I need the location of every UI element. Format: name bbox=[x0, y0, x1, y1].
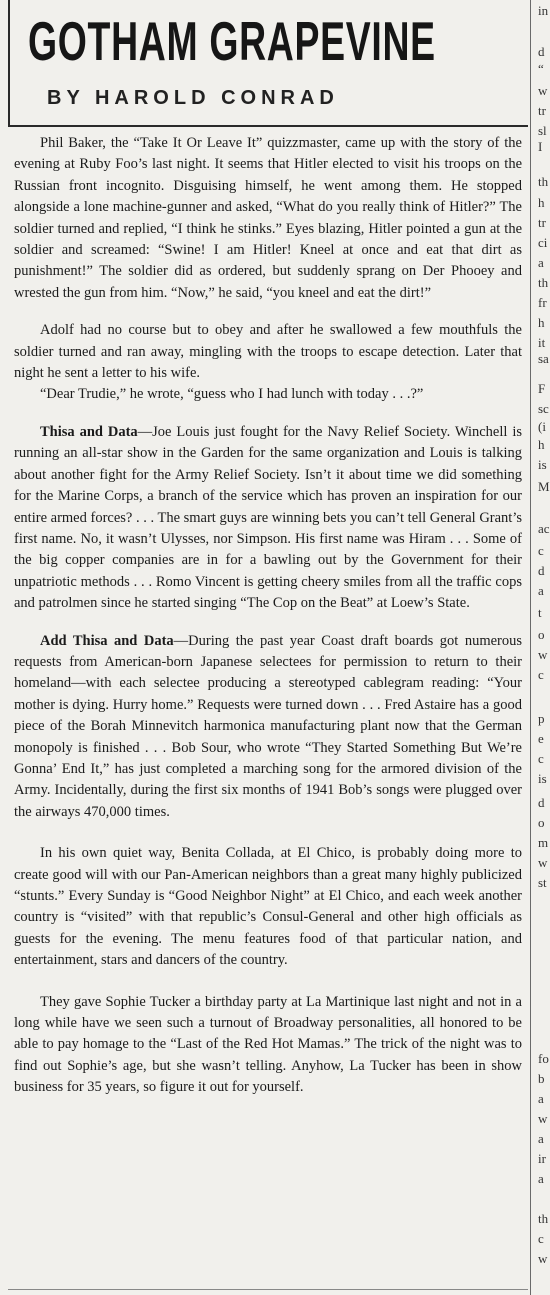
adjacent-column-letter: h bbox=[538, 195, 545, 210]
adjacent-column-letter: t bbox=[538, 605, 542, 620]
adjacent-column-letter: a bbox=[538, 255, 544, 270]
column-divider-rule bbox=[530, 0, 531, 1295]
section-lead-add-thisa-and-data: Add Thisa and Data bbox=[40, 632, 174, 649]
adjacent-column-letter: sl bbox=[538, 123, 547, 138]
adjacent-column-letter: is bbox=[538, 771, 547, 786]
adjacent-column-letter: th bbox=[538, 174, 549, 189]
adjacent-column-letter: fo bbox=[538, 1051, 549, 1066]
adjacent-column-letter: th bbox=[538, 275, 549, 290]
article-body bbox=[14, 133, 522, 1099]
adjacent-column-letter: a bbox=[538, 1131, 544, 1146]
adjacent-column-letter: p bbox=[538, 711, 545, 726]
adjacent-column-letter: st bbox=[538, 875, 547, 890]
adjacent-column-letter: “ bbox=[538, 61, 544, 76]
adjacent-column-letter: F bbox=[538, 381, 546, 396]
adjacent-column-letter: a bbox=[538, 583, 544, 598]
adjacent-column-letter: d bbox=[538, 44, 545, 59]
adjacent-column-letter: c bbox=[538, 1231, 544, 1246]
column-headline: GOTHAM GRAPEVINE bbox=[28, 10, 436, 72]
adjacent-column-letter: m bbox=[538, 835, 549, 850]
adjacent-column-letter: tr bbox=[538, 215, 546, 230]
paragraph-dear-trudie: “Dear Trudie,” he wrote, “guess who I had lunch with today . . .?” bbox=[40, 386, 424, 403]
adjacent-column-letter: c bbox=[538, 667, 544, 682]
adjacent-column-letter: ci bbox=[538, 235, 548, 250]
adjacent-column-fragment bbox=[538, 0, 550, 1295]
adjacent-column-letter: tr bbox=[538, 103, 546, 118]
adjacent-column-letter: M bbox=[538, 479, 550, 494]
adjacent-column-letter: fr bbox=[538, 295, 547, 310]
adjacent-column-letter: d bbox=[538, 563, 545, 578]
adjacent-column-letter: a bbox=[538, 1091, 544, 1106]
paragraph-el-chico: In his own quiet way, Benita Collada, at El Chico, is probably doing more to create good will with our Pan-American neighbors than a great many highly publicized “stunts.” Every Sunday is “Good Neighbor Night” at El Chico, and each week another country is “visited” with that republic’s Consul-General and other high officials as guests for the evening. The menu features food of that particular nation, and entertainment, stars and dancers of the country. bbox=[14, 845, 522, 969]
adjacent-column-letter: w bbox=[538, 1251, 548, 1266]
adjacent-column-letter: c bbox=[538, 751, 544, 766]
adjacent-column-letter: I bbox=[538, 139, 543, 154]
adjacent-column-letter: (i bbox=[538, 419, 546, 434]
adjacent-column-letter: is bbox=[538, 457, 547, 472]
column-left-rule bbox=[8, 0, 10, 126]
adjacent-column-letter: w bbox=[538, 647, 548, 662]
adjacent-column-letter: o bbox=[538, 815, 545, 830]
paragraph-add-thisa-and-data bbox=[14, 631, 522, 824]
adjacent-column-letter: in bbox=[538, 3, 549, 18]
adjacent-column-letter: d bbox=[538, 795, 545, 810]
thisa-and-data-text: —Joe Louis just fought for the Navy Relief Society. Winchell is running an all-star show in the Garden for the same organization and Louis is talking about another fight for the Army Relief Society. Isn’t it about time we did something for the Marine Corps, a branch of the service which has proven an inspiration for our entire armed forces? . . . The smart guys are winning bets you can’t tell General Grant’s first name. No, it wasn’t Ulysses, nor Simpson. His first name was Hiram . . . Some of the big copper companies are in for a bawling out by the Government for their unpatriotic methods . . . Romo Vincent is getting cheery smiles from all the traffic cops and patrolmen since he started singing “The Cop on the Beat” at Loew’s State. bbox=[14, 423, 523, 612]
paragraph-sophie-tucker: They gave Sophie Tucker a birthday party at La Martinique last night and not in a long while have we seen such a turnout of Broadway personalities, all honored to be able to pay homage to the “Last of the Red Hot Mamas.” The trick of the night was to find out Sophie’s age, but she wasn’t telling. Anyhow, La Tucker has been in show business for 35 years, so figure it out for yourself. bbox=[14, 993, 522, 1096]
adjacent-column-letter: e bbox=[538, 731, 544, 746]
adjacent-column-letter: w bbox=[538, 83, 548, 98]
adjacent-column-letter: sa bbox=[538, 351, 549, 366]
adjacent-column-letter: h bbox=[538, 315, 545, 330]
header-rule bbox=[8, 125, 528, 127]
adjacent-column-letter: th bbox=[538, 1211, 549, 1226]
section-lead-thisa-and-data: Thisa and Data bbox=[40, 423, 138, 440]
adjacent-column-letter: w bbox=[538, 1111, 548, 1126]
adjacent-column-letter: w bbox=[538, 855, 548, 870]
adjacent-column-letter: a bbox=[538, 1171, 544, 1186]
adjacent-column-letter: o bbox=[538, 627, 545, 642]
adjacent-column-letter: sc bbox=[538, 401, 549, 416]
column-byline: BY HAROLD CONRAD bbox=[47, 87, 339, 109]
adjacent-column-letter: b bbox=[538, 1071, 545, 1086]
paragraph-adolf-obeys: Adolf had no course but to obey and after he swallowed a few mouthfuls the soldier turned and ran away, mingling with the troops to escape detection. Later that night he sent a letter to his wife. bbox=[14, 322, 522, 382]
add-thisa-and-data-text: —During the past year Coast draft boards got numerous requests from American-born Japanese selectees for permission to return to their homeland—with each selectee producing a stereotyped cablegram reading: “Your mother is dying. Hurry home.” Requests were turned down . . . Fred Astaire has a good piece of the Borah Minnevitch harmonica manufacturing plant now that the German monopoly is finished . . . Bob Sour, who wrote “They Started Something But We’re Gonna’ End It,” has just completed a marching song for the armored division of the Army. Incidentally, during the first six months of 1941 Bob’s songs were plugged over the airways 470,000 times. bbox=[14, 632, 522, 820]
adjacent-column-letter: ac bbox=[538, 521, 550, 536]
paragraph-hitler-story: Phil Baker, the “Take It Or Leave It” quizzmaster, came up with the story of the evening at Ruby Foo’s last night. It seems that Hitler elected to visit his troops on the Russian front incognito. Disguising himself, he went among them. He stopped alongside a lone machine-gunner and asked, “What do you really think of Hitler?” The soldier turned and replied, “I think he stinks.” Eyes blazing, Hitler pointed a gun at the soldier and screamed: “Swine! I am Hitler! Kneel at once and eat that dirt as punishment!” The soldier did as ordered, but suddenly sprang on Der Phooey and wrested the gun from him. “Now,” he said, “you kneel and eat the dirt!” bbox=[14, 135, 522, 301]
adjacent-column-letter: ir bbox=[538, 1151, 546, 1166]
bottom-rule bbox=[8, 1289, 528, 1290]
adjacent-column-letter: it bbox=[538, 335, 546, 350]
adjacent-column-letter: h bbox=[538, 437, 545, 452]
adjacent-column-letter: c bbox=[538, 543, 544, 558]
paragraph-thisa-and-data bbox=[14, 422, 522, 615]
